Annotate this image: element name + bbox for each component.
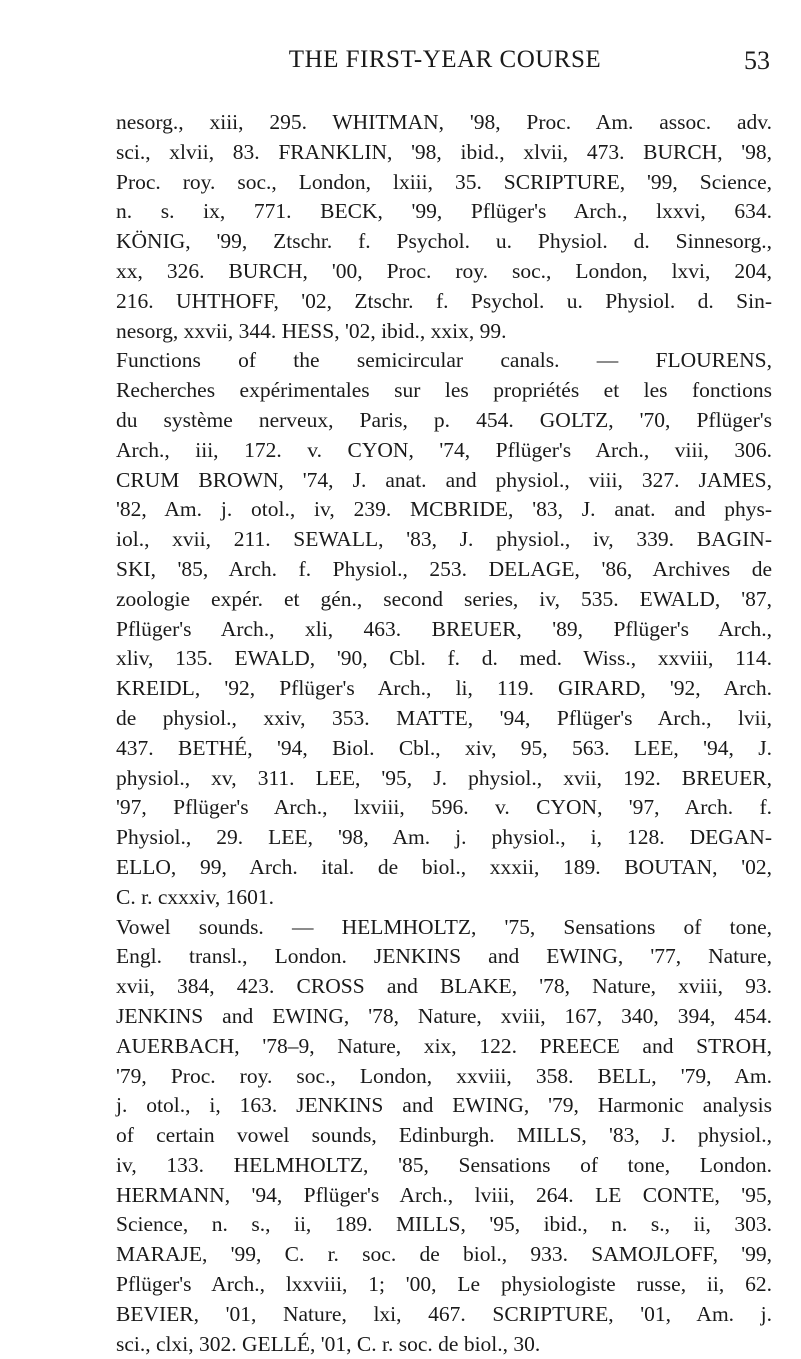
text-line: HERMANN, '94, Pflüger's Arch., lviii, 264. LE CONTE, '95, xyxy=(116,1182,772,1207)
text-line: Pflüger's Arch., lxxviii, 1; '00, Le physiologiste russe, ii, 62. xyxy=(116,1272,772,1297)
text-line: xx, 326. BURCH, '00, Proc. roy. soc., London, lxvi, 204, xyxy=(116,258,772,283)
text-line: physiol., xv, 311. LEE, '95, J. physiol., xvii, 192. BREUER, xyxy=(116,765,772,790)
text-line: Proc. roy. soc., London, lxiii, 35. SCRIPTURE, '99, Science, xyxy=(116,169,772,194)
text-line: xvii, 384, 423. CROSS and BLAKE, '78, Nature, xviii, 93. xyxy=(116,974,772,999)
text-line: CRUM BROWN, '74, J. anat. and physiol., viii, 327. JAMES, xyxy=(116,467,772,492)
text-line: BEVIER, '01, Nature, lxi, 467. SCRIPTURE, '01, Am. j. xyxy=(116,1301,772,1326)
text-line: sci., clxi, 302. GELLÉ, '01, C. r. soc. de biol., 30. xyxy=(116,1331,541,1356)
text-line: Engl. transl., London. JENKINS and EWING, '77, Nature, xyxy=(116,944,772,969)
section-heading-line: Functions of the semicircular canals. — FLOURENS, xyxy=(116,348,772,373)
text-line: nesorg., xiii, 295. WHITMAN, '98, Proc. Am. assoc. adv. xyxy=(116,110,772,134)
text-line: xliv, 135. EWALD, '90, Cbl. f. d. med. Wiss., xxviii, 114. xyxy=(116,646,772,671)
text-line: JENKINS and EWING, '78, Nature, xviii, 167, 340, 394, 454. xyxy=(116,1003,772,1028)
text-line: of certain vowel sounds, Edinburgh. MILLS, '83, J. physiol., xyxy=(116,1123,772,1148)
text-line: sci., xlvii, 83. FRANKLIN, '98, ibid., xlvii, 473. BURCH, '98, xyxy=(116,139,772,164)
text-line: KÖNIG, '99, Ztschr. f. Psychol. u. Physiol. d. Sinnesorg., xyxy=(116,229,772,254)
running-head: THE FIRST-YEAR COURSE xyxy=(288,46,602,73)
text-line: ELLO, 99, Arch. ital. de biol., xxxii, 189. BOUTAN, '02, xyxy=(116,854,772,879)
text-line: nesorg, xxvii, 344. HESS, '02, ibid., xxix, 99. xyxy=(116,318,507,343)
text-line: zoologie expér. et gén., second series, iv, 535. EWALD, '87, xyxy=(116,586,772,611)
text-line: MARAJE, '99, C. r. soc. de biol., 933. SAMOJLOFF, '99, xyxy=(116,1242,772,1267)
section-heading-line: Vowel sounds. — HELMHOLTZ, '75, Sensations of tone, xyxy=(116,914,772,939)
bibliography-text xyxy=(116,108,772,1359)
text-line: AUERBACH, '78–9, Nature, xix, 122. PREECE and STROH, xyxy=(116,1033,772,1058)
text-line: '82, Am. j. otol., iv, 239. MCBRIDE, '83, J. anat. and phys- xyxy=(116,497,772,522)
text-line: KREIDL, '92, Pflüger's Arch., li, 119. GIRARD, '92, Arch. xyxy=(116,676,772,701)
text-line: n. s. ix, 771. BECK, '99, Pflüger's Arch., lxxvi, 634. xyxy=(116,199,772,224)
text-line: Physiol., 29. LEE, '98, Am. j. physiol., i, 128. DEGAN- xyxy=(116,825,772,850)
text-line: Recherches expérimentales sur les propriétés et les fonctions xyxy=(116,378,772,403)
page-header xyxy=(120,46,770,80)
text-line: iol., xvii, 211. SEWALL, '83, J. physiol., iv, 339. BAGIN- xyxy=(116,527,772,552)
text-line: iv, 133. HELMHOLTZ, '85, Sensations of tone, London. xyxy=(116,1152,772,1177)
page-number: 53 xyxy=(744,46,770,75)
text-line: de physiol., xxiv, 353. MATTE, '94, Pflüger's Arch., lvii, xyxy=(116,705,772,730)
text-line: Pflüger's Arch., xli, 463. BREUER, '89, Pflüger's Arch., xyxy=(116,616,772,641)
text-line: j. otol., i, 163. JENKINS and EWING, '79, Harmonic analysis xyxy=(116,1093,772,1118)
text-line: 437. BETHÉ, '94, Biol. Cbl., xiv, 95, 563. LEE, '94, J. xyxy=(116,735,772,760)
text-line: SKI, '85, Arch. f. Physiol., 253. DELAGE, '86, Archives de xyxy=(116,556,772,581)
text-line: C. r. cxxxiv, 1601. xyxy=(116,884,275,909)
text-line: '97, Pflüger's Arch., lxviii, 596. v. CYON, '97, Arch. f. xyxy=(116,795,772,820)
text-line: '79, Proc. roy. soc., London, xxviii, 358. BELL, '79, Am. xyxy=(116,1063,772,1088)
text-line: Arch., iii, 172. v. CYON, '74, Pflüger's Arch., viii, 306. xyxy=(116,437,772,462)
text-line: Science, n. s., ii, 189. MILLS, '95, ibid., n. s., ii, 303. xyxy=(116,1212,772,1237)
text-line: 216. UHTHOFF, '02, Ztschr. f. Psychol. u. Physiol. d. Sin- xyxy=(116,288,772,313)
text-line: du système nerveux, Paris, p. 454. GOLTZ, '70, Pflüger's xyxy=(116,407,772,432)
